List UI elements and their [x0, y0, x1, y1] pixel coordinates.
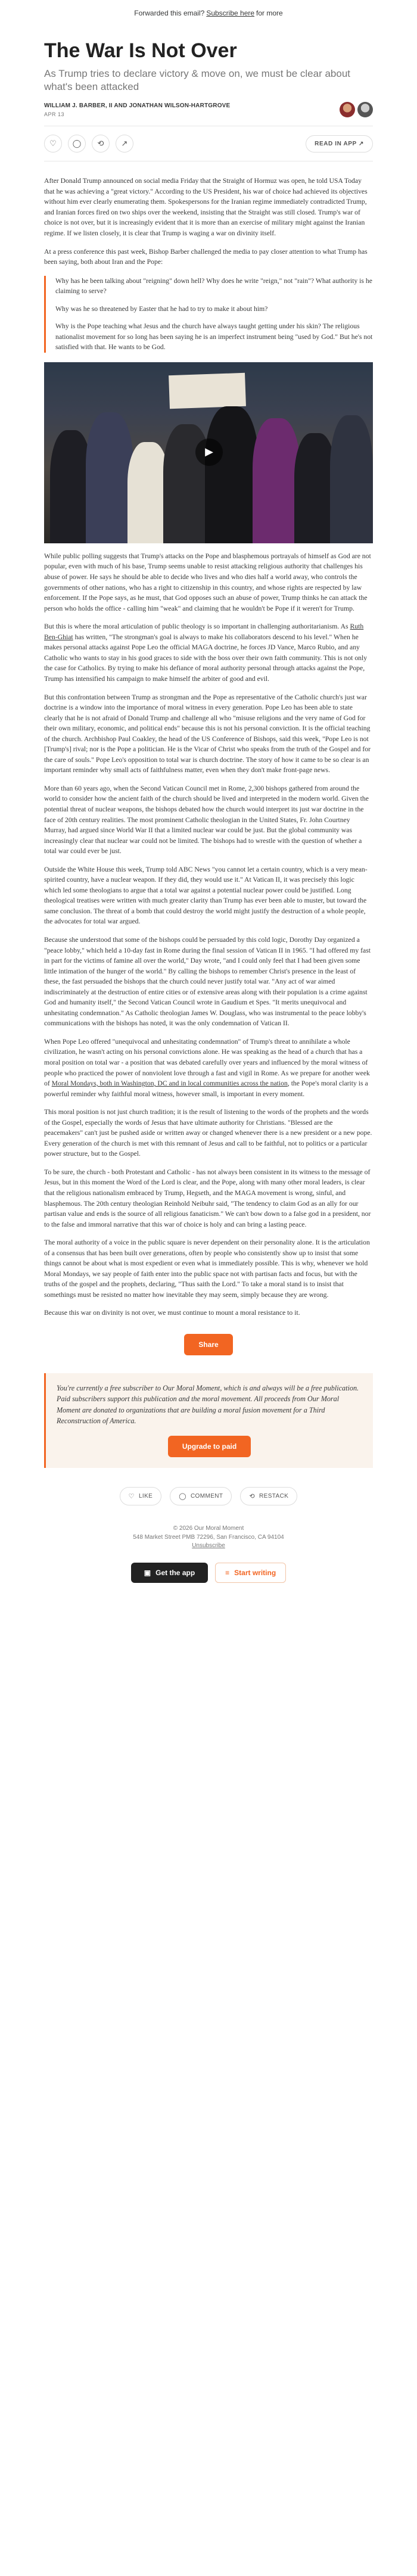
footer-legal: [44, 1525, 373, 1551]
paragraph: At a press conference this past week, Bishop Barber challenged the media to pay closer attention to what Trump has been saying, both about Iran and the Pope:: [44, 247, 368, 266]
substack-icon: ≡: [225, 1568, 230, 1577]
paragraph: The moral authority of a voice in the public square is never dependent on their personality alone. It is the articulation of a consensus that has been built over generations, often by people who consistently show up to insist that some things cannot be about what is most expedient or even what is immediately possible. This is why, whenever we hold Moral Mondays, we say people of faith enter into the public space not with partisan facts and focus, but with the truths of the gospel and the prophets, declaring, "Thus saith the Lord." To take a moral stand is to insist that somethings must be resisted no matter how inevitable they may seem, simply because they are wrong.: [44, 1239, 370, 1299]
text-run: When Pope Leo offered "unequivocal and unhesitating condemnation" of Trump's threat to annihilate a whole civilization, he wasn't acting on his personal convictions alone. He was speaking as the head of a church that has a moral position on total war - a position that was debated carefully over years and influenced by the moral witness of people who practiced the power of nonviolent love through a fast and vigil in Rome. As we prepare for another week of: [44, 1037, 370, 1088]
embedded-video[interactable]: [44, 362, 373, 543]
post-subtitle: As Trump tries to declare victory & move on, we must be clear about what's been attacked: [44, 68, 350, 93]
comment-icon: ◯: [72, 139, 82, 148]
heart-icon: ♡: [49, 139, 57, 148]
paragraph: This moral position is not just church tradition; it is the result of listening to the words of the prophets and the words of the Gospel, especially the words of Jesus that have ultimate authority for Christians. "Blessed are the peacemakers" can't just be pushed aside or written away or changed whenever there is a new president or a new pope. Every generation of the church is met with this remnant of Jesus and call to be faithful, not to politics or a particular power structure, but to the Gospel.: [44, 1108, 372, 1158]
paragraph: After Donald Trump announced on social media Friday that the Straight of Hormuz was open, he told USA Today that he was achieving a "great victory." According to the US President, his war of choice had achieved its objectives without him ever clearly enumerating them. Spokespersons for the Iranian regime immediately contradicted Trump, and Iranian forces fired on two ships over the weekend, insisting that the Straight was still closed. Trump's war of choice is not over, but it is increasingly evident that it is more than an exercise of military might against the Iranian regime. If we listen closely, it is clear that Trump is waging a war on divinity itself.: [44, 177, 368, 238]
heart-icon: ♡: [128, 1492, 135, 1501]
author-avatars: [340, 102, 373, 117]
photo-figure: [253, 418, 300, 543]
footer-restack-button[interactable]: [240, 1487, 297, 1505]
upgrade-button[interactable]: Upgrade to paid: [168, 1436, 251, 1457]
photo-figure: [86, 412, 133, 543]
comment-button[interactable]: [68, 135, 86, 153]
get-the-app-button[interactable]: [131, 1563, 208, 1583]
post-title[interactable]: The War Is Not Over: [44, 39, 237, 62]
post-body: [44, 176, 373, 1318]
text-run: , the Pope's moral clarity is a powerful reminder why faithful moral witness, however small, is important in every moment.: [44, 1079, 368, 1098]
photo-figure: [205, 406, 259, 543]
copyright: © 2026 Our Moral Moment: [173, 1525, 244, 1532]
footer-restack-label: RESTACK: [259, 1493, 289, 1500]
paragraph: Outside the White House this week, Trump told ABC News "you cannot let a certain country, which is a very mean-spirited country, have a nuclear weapon. If they did, they would use it." At Vatican II, it was precisely this logic which led some theologians to argue that a total war against a potential nuclear power could be justified. Long theological treatises were written with much greater clarity than Trump has ever been able to muster, but toward the same conclusion. The threat of a bomb that could destroy the world might justify the destruction of a whole people, the advocates for total war argued.: [44, 865, 368, 926]
read-in-app-button[interactable]: READ IN APP ↗: [306, 135, 373, 153]
start-writing-label: Start writing: [234, 1568, 276, 1577]
ruth-ben-ghiat-link[interactable]: Ruth Ben-Ghiat: [44, 623, 364, 641]
app-promo: [44, 1563, 373, 1583]
paragraph: While public polling suggests that Trump's attacks on the Pope and blasphemous portrayals of himself as God are not popular, even with much of his base, Trump seems unable to resist attacking religious authority that challenges his abuse of power. He says he should be able to decide who lives and who dies half a world away, who controls the governments of other nations, who has a right to citizenship in this country, and whose rights are respected by law enforcement. If the Pope says, as he must, that God opposes such an abuse of power, Trump thinks he can attack the person who holds the office - calling him "weak" and claiming that he wouldn't be Pope if it weren't for Trump.: [44, 552, 371, 612]
footer-comment-label: COMMENT: [190, 1493, 223, 1500]
avatar[interactable]: [340, 102, 355, 117]
paragraph: More than 60 years ago, when the Second Vatican Council met in Rome, 2,300 bishops gathered from around the world to consider how the ancient faith of the church should be lived and interpreted in the modern world. Given the potential threat of nuclear weapons, the bishops debated how the church would interpret its just war doctrine in the face of 20th century realities. The most prominent Catholic theologian in the United States, Fr. John Courtney Murray, had argued since World War II that a limited nuclear war could be just. But the global community was increasingly clear that nuclear war could not be limited. The bishops had to wrestle with the question of whether a total war could ever be just.: [44, 784, 369, 855]
footer-actions: [44, 1487, 373, 1505]
paragraph: Because she understood that some of the bishops could be persuaded by this cold logic, Dorothy Day organized a "peace lobby," which held a 10-day fast in Rome during the final session of Vatican II in 1965. "I had offered my fast in part for the victims of famine all over the world," Day wrote, "and I could only feel that I had been given some little intimation of the hunger of the world." By calling the bishops to remember Christ's presence in the least of these, the fast persuaded the bishops that the church could never justify total war. "Any act of war aimed indiscriminately at the destruction of entire cities or of extensive areas along with their population is a crime against God and humanity itself," the Second Vatican Council wrote in Gaudium et Spes. "It merits unequivocal and unhesitating condemnation." As Catholic theologian James W. Douglass, who was instrumental to the peace lobby's communications with the bishops has noted, it was the only condemnation of Vatican II.: [44, 935, 371, 1028]
avatar[interactable]: [357, 102, 373, 117]
like-button[interactable]: [44, 135, 62, 153]
address: 548 Market Street PMB 72296, San Francisco, CA 94104: [133, 1533, 284, 1541]
paragraph: To be sure, the church - both Protestant and Catholic - has not always been consistent in its witness to the message of Jesus, but in this moment the Word of the Lord is clear, and the Pope, along with many other moral leaders, is clear that the religious nationalism embraced by Trump, Hegseth, and the MAGA movement is wrong, sinful, and blasphemous. The 20th century theologian Reinhold Neibuhr said, "The tendency to claim God as an ally for our partisan value and ends is the source of all religious fanaticism." We can't bow down to a false god in a president, nor to the false and immoral narrative that this war of choice is holy and can bring a lasting peace.: [44, 1168, 371, 1228]
paragraph: [44, 1037, 373, 1099]
restack-button[interactable]: [92, 135, 110, 153]
start-writing-button[interactable]: [215, 1563, 286, 1583]
get-the-app-label: Get the app: [155, 1568, 195, 1577]
moral-mondays-link[interactable]: Moral Mondays, both in Washington, DC and in local communities across the nation: [51, 1079, 288, 1088]
quote-line: Why is the Pope teaching what Jesus and the church have always taught getting under his skin? The religious nationalist movement for so long has been saying he is an imperfect instrument being "used by God." But he's not satisfied with that. He wants to be God.: [55, 322, 373, 351]
post-container: [44, 39, 373, 1583]
photo-figure: [330, 415, 373, 543]
comment-icon: ◯: [179, 1492, 186, 1501]
paragraph: But this confrontation between Trump as strongman and the Pope as representative of the Catholic church's just war doctrine is a window into the importance of moral witness in every generation. Pope Leo has been able to state clearly that he is not afraid of Donald Trump and challenge all who "misuse religions and the very name of God for their own military, economic, and political ends" because this is not his personal conviction. It is the official teaching of the church. Archbishop Paul Coakley, the head of the US Conference of Bishops, said this week, "Pope Leo is not [Trump's] rival; nor is the Pope a politician. He is the Vicar of Christ who speaks from the truth of the Gospel and for the care of souls." Pope Leo's opposition to total war is church doctrine. The story of how it came to be so clear is an important reminder why small acts of faithfulness matter, even when they don't make front-page news.: [44, 693, 371, 774]
footer-like-button[interactable]: [120, 1487, 162, 1505]
paragraph: Because this war on divinity is not over, we must continue to mount a moral resistance to it.: [44, 1309, 300, 1317]
restack-icon: ⟲: [97, 139, 104, 148]
forward-banner: [0, 0, 417, 26]
restack-icon: ⟲: [249, 1492, 256, 1501]
unsubscribe-link[interactable]: Unsubscribe: [192, 1542, 225, 1550]
subscription-callout: [44, 1373, 373, 1468]
blockquote: [44, 276, 373, 353]
quote-line: Why was he so threatened by Easter that he had to try to make it about him?: [55, 304, 268, 313]
share-post-button[interactable]: Share: [184, 1334, 232, 1355]
forward-suffix: for more: [256, 9, 283, 17]
play-icon[interactable]: ▶: [195, 438, 223, 466]
text-run: But this is where the moral articulation of public theology is so important in challenging authoritarianism. As: [44, 623, 350, 631]
callout-text: You're currently a free subscriber to Our Moral Moment, which is and always will be a free publication. Paid subscribers support this publication and the moral movement. All proceeds from Our Moral Moment are donated to organizations that are building a moral fusion movement for a Third Reconstruction of America.: [57, 1384, 359, 1425]
paragraph: [44, 621, 373, 684]
quote-line: Why has he been talking about "reigning" down hell? Why does he write "reign," not "rain"? What authority is he claiming to serve?: [55, 276, 372, 295]
forward-prefix: Forwarded this email?: [134, 9, 205, 17]
footer-like-label: LIKE: [138, 1493, 153, 1500]
share-icon: ↗: [121, 139, 128, 148]
subscribe-link[interactable]: Subscribe here: [206, 9, 255, 17]
photo-banner: [169, 373, 246, 409]
share-cta: [44, 1334, 373, 1355]
author-names[interactable]: WILLIAM J. BARBER, II AND JONATHAN WILSON-HARTGROVE: [44, 102, 231, 109]
text-run: has written, "The strongman's goal is always to make his collaborators descend to his level." When he makes personal attacks against Pope Leo the official MAGA doctrine, he forces JD Vance, Marco Rubio, and any Catholic who wants to stay in his good graces to side with the boss over their own faith community. This is not only the case for Catholics. By trying to make his defiance of moral authority personal through attacks against the Pope, Trump has intensified his campaign to make himself the arbiter of good and evil.: [44, 633, 368, 683]
app-store-icon: ▣: [144, 1568, 151, 1577]
byline: [44, 102, 373, 117]
share-button[interactable]: [116, 135, 133, 153]
post-actions-bar: [44, 126, 373, 161]
footer-comment-button[interactable]: [170, 1487, 232, 1505]
post-date: APR 13: [44, 111, 65, 117]
